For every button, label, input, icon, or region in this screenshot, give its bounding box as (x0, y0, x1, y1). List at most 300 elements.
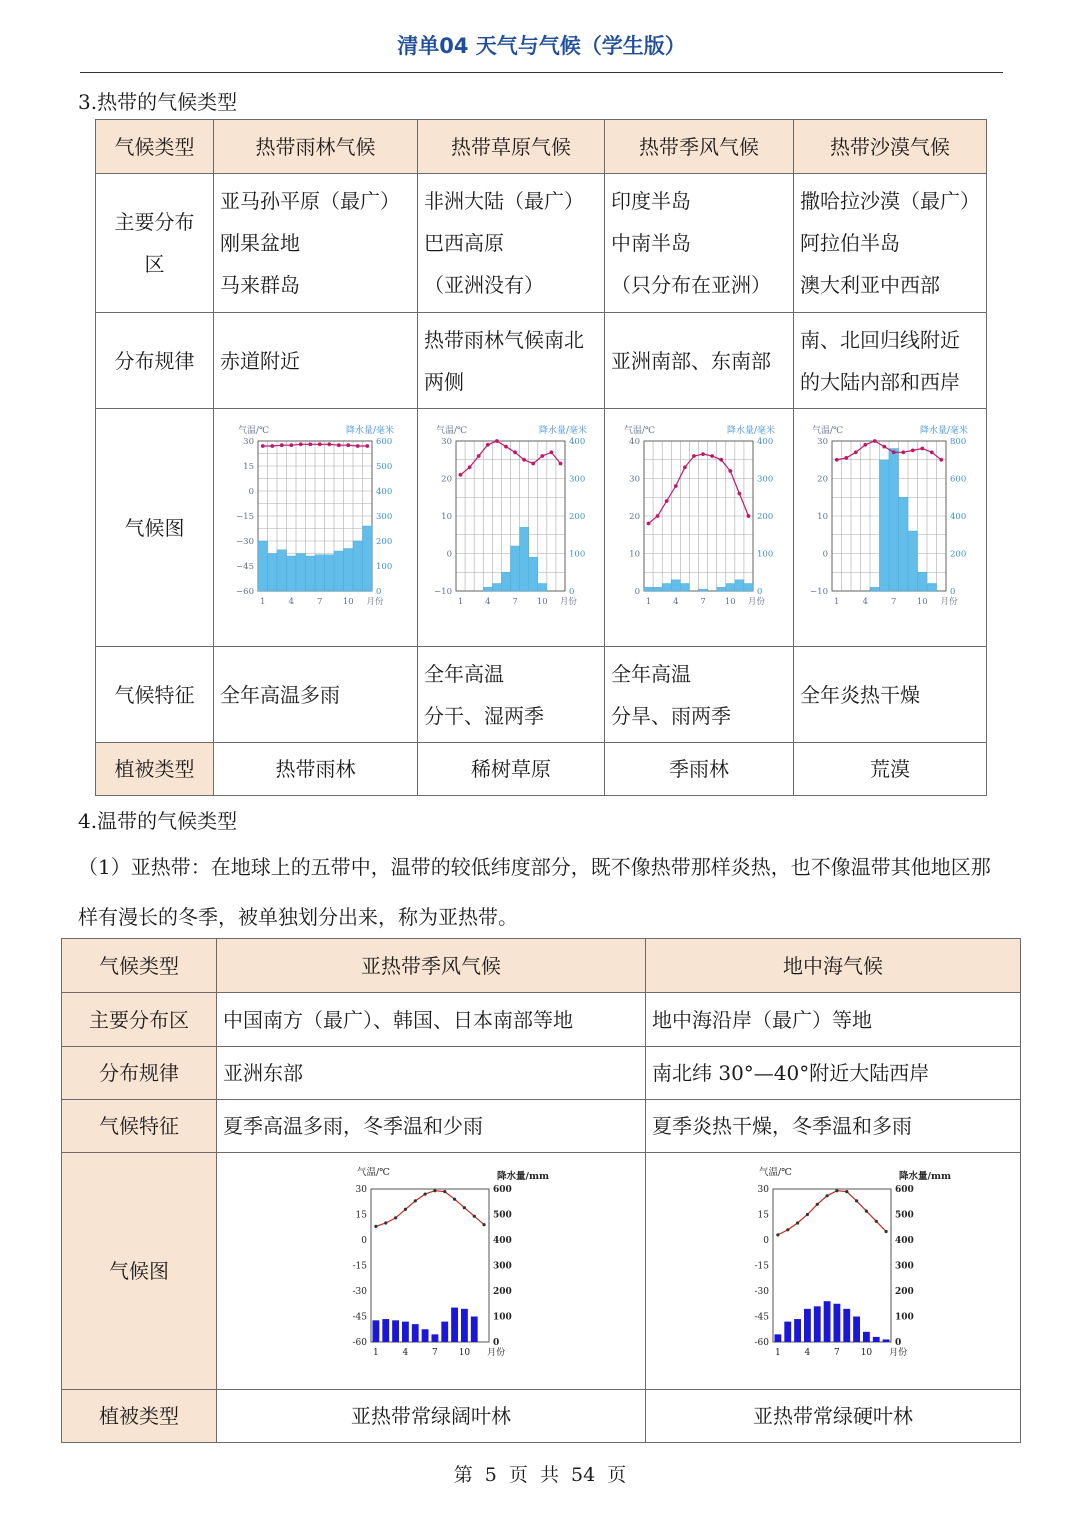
col-header-subtropical-monsoon: 亚热带季风气候 (217, 939, 646, 993)
precip-bar (382, 1319, 389, 1342)
cell-pattern-savanna: 热带雨林气候南北 两侧 (418, 313, 605, 409)
month-tick-label: 1 (645, 596, 651, 607)
precip-tick-label: 200 (895, 1286, 914, 1297)
precip-bar (644, 587, 653, 591)
temp-point (844, 456, 848, 460)
precip-bar (451, 1307, 458, 1341)
temp-tick-label: -15 (352, 1261, 367, 1271)
precip-tick-label: 400 (895, 1235, 914, 1246)
temp-point (355, 444, 359, 448)
temp-tick-label: -15 (754, 1261, 769, 1271)
temp-tick-label: 40 (628, 436, 640, 447)
temp-point (443, 1190, 446, 1193)
temp-point (458, 472, 462, 476)
month-tick-label: 10 (860, 1347, 873, 1358)
cell-feature-savanna: 全年高温 分干、湿两季 (418, 647, 605, 743)
month-tick-label: 7 (511, 596, 518, 607)
temp-point (453, 1197, 456, 1200)
row-label-vegetation: 植被类型 (96, 743, 214, 796)
precip-bar (501, 572, 510, 591)
section-3-title: 3.热带的气候类型 (78, 90, 238, 114)
precip-bar (918, 572, 928, 591)
temp-tick-label: -30 (352, 1286, 367, 1297)
precip-tick-label: 300 (895, 1261, 914, 1271)
precip-bar (471, 1316, 478, 1342)
temp-tick-label: 30 (242, 436, 254, 447)
precip-tick-label: 600 (895, 1184, 914, 1195)
precip-bar (794, 1319, 801, 1342)
precip-bar (883, 1339, 890, 1342)
temp-line (376, 1190, 484, 1226)
month-axis-label: 月份 (366, 596, 384, 607)
temp-tick-label: 30 (628, 474, 640, 484)
col-header-rainforest: 热带雨林气候 (214, 120, 418, 174)
temp-point (513, 450, 517, 454)
cell-chart-savanna (418, 409, 605, 647)
temp-tick-label: 15 (242, 461, 254, 472)
month-tick-label: 1 (259, 596, 265, 607)
temp-tick-label: 15 (355, 1210, 367, 1220)
temp-axis-label: 气温/℃ (759, 1166, 792, 1178)
precip-bar (843, 1308, 850, 1341)
subtropical-definition: （1）亚热带：在地球上的五带中，温带的较低纬度部分，既不像热带那样炎热，也不像温带其他地区那样有漫长的冬季，被单独划分出来，称为亚热带。 (78, 855, 991, 929)
month-tick-label: 4 (862, 596, 868, 607)
precip-tick-label: 300 (375, 511, 392, 522)
sub-distribution-row (62, 993, 1021, 1047)
temp-point (865, 1209, 868, 1212)
temp-point (776, 1233, 779, 1236)
temp-point (384, 1221, 387, 1224)
month-tick-label: 10 (724, 596, 736, 607)
cell-distribution-monsoon: 印度半岛 中南半岛 （只分布在亚洲） (605, 174, 794, 313)
precip-bar (863, 1331, 870, 1341)
row-label-feature: 气候特征 (96, 647, 214, 743)
precip-bar (402, 1321, 409, 1341)
cell-chart-mediterranean (646, 1153, 1021, 1390)
tropical-climate-table (95, 119, 987, 796)
precip-tick-label: 0 (950, 586, 956, 597)
col-header-climate-type: 气候类型 (96, 120, 214, 174)
month-tick-label: 1 (457, 596, 463, 607)
temp-tick-label: 20 (628, 511, 640, 522)
cell-chart-desert (794, 409, 987, 647)
precip-bar (362, 526, 372, 591)
month-axis-label: 月份 (559, 596, 577, 607)
cell-sub-vegetation-monsoon: 亚热带常绿阔叶林 (217, 1390, 646, 1443)
precip-bar (412, 1324, 419, 1342)
temp-point (298, 442, 302, 446)
temp-point (549, 450, 553, 454)
temp-tick-label: -30 (754, 1286, 769, 1297)
month-tick-label: 4 (672, 596, 679, 607)
precip-bar (324, 554, 334, 590)
temp-point (939, 457, 943, 461)
precip-tick-label: 600 (375, 436, 392, 447)
cell-sub-pattern-mediterranean: 南北纬 30°—40°附近大陆西岸 (646, 1047, 1021, 1100)
precip-bar (873, 1336, 880, 1341)
precip-tick-label: 600 (493, 1184, 512, 1195)
precip-bar (698, 589, 707, 591)
precip-bar (258, 541, 268, 591)
temp-point (270, 444, 274, 448)
temp-point (901, 450, 905, 454)
cell-distribution-rainforest: 亚马孙平原（最广） 刚果盆地 马来群岛 (214, 174, 418, 313)
temp-point (835, 457, 839, 461)
temp-axis-label: 气温/℃ (812, 425, 844, 436)
cell-distribution-savanna: 非洲大陆（最广） 巴西高原 （亚洲没有） (418, 174, 605, 313)
precip-bar (510, 546, 519, 591)
temp-point (930, 450, 934, 454)
temp-point (495, 439, 499, 443)
cell-sub-feature-monsoon: 夏季高温多雨，冬季温和少雨 (217, 1100, 646, 1153)
precip-bar (315, 554, 325, 590)
climate-chart-mediterranean (723, 1157, 952, 1372)
temp-tick-label: −30 (235, 536, 254, 547)
temp-point (701, 452, 705, 456)
temp-point (673, 484, 677, 488)
temp-point (260, 444, 264, 448)
row-label-sub-feature: 气候特征 (62, 1100, 217, 1153)
precip-tick-label: 400 (568, 436, 585, 447)
temp-point (504, 444, 508, 448)
month-tick-label: 7 (834, 1347, 840, 1358)
temp-tick-label: -60 (754, 1337, 769, 1348)
precip-bar (343, 548, 353, 591)
precip-bar (519, 527, 528, 591)
temp-point (746, 514, 750, 518)
temp-axis-label: 气温/℃ (435, 425, 467, 436)
temp-tick-label: 20 (817, 474, 828, 484)
cell-distribution-desert: 撒哈拉沙漠（最广） 阿拉伯半岛 澳大利亚中西部 (794, 174, 987, 313)
temp-point (279, 443, 283, 447)
month-tick-label: 1 (373, 1347, 379, 1358)
row-label-sub-vegetation: 植被类型 (62, 1390, 217, 1443)
precip-tick-label: 200 (756, 511, 773, 522)
month-tick-label: 10 (342, 596, 354, 607)
temp-axis-label: 气温/℃ (237, 425, 269, 436)
temp-tick-label: 0 (446, 549, 452, 559)
precip-axis-label: 降水量/毫米 (726, 425, 775, 436)
col-header-mediterranean: 地中海气候 (646, 939, 1021, 993)
feature-row (96, 647, 987, 743)
month-axis-label: 月份 (889, 1347, 908, 1358)
col-header-climate-type-2: 气候类型 (62, 939, 217, 993)
precip-bar (373, 1320, 380, 1342)
temp-point (873, 439, 877, 443)
precip-tick-label: 500 (895, 1210, 914, 1220)
precip-tick-label: 400 (950, 511, 967, 522)
climate-chart-monsoon (612, 421, 787, 621)
cell-chart-rainforest (214, 409, 418, 647)
precip-axis-label: 降水量/mm (497, 1170, 550, 1182)
precip-tick-label: 100 (493, 1312, 512, 1322)
temp-point (473, 1214, 476, 1217)
climate-chart-desert (800, 421, 980, 621)
precip-tick-label: 500 (493, 1210, 512, 1220)
temp-point (540, 454, 544, 458)
sub-feature-row (62, 1100, 1021, 1153)
page-footer: 第 5 页 共 54 页 (453, 1464, 627, 1486)
month-tick-label: 10 (916, 596, 928, 607)
precip-tick-label: 300 (568, 474, 585, 484)
temp-point (463, 1206, 466, 1209)
distribution-row (96, 174, 987, 313)
temp-point (737, 491, 741, 495)
temp-point (786, 1228, 789, 1231)
temp-tick-label: −45 (235, 561, 254, 572)
temp-point (646, 521, 650, 525)
month-tick-label: 1 (834, 596, 840, 607)
precip-tick-label: 100 (756, 549, 773, 559)
precip-tick-label: 300 (756, 474, 773, 484)
temp-tick-label: 0 (634, 586, 640, 597)
temp-point (882, 444, 886, 448)
temp-point (692, 454, 696, 458)
precip-axis-label: 降水量/毫米 (919, 425, 968, 436)
temp-axis-label: 气温/℃ (623, 425, 655, 436)
temp-point (806, 1212, 809, 1215)
month-tick-label: 7 (699, 596, 706, 607)
cell-vegetation-monsoon: 季雨林 (605, 743, 794, 796)
temp-point (845, 1190, 848, 1193)
temp-tick-label: 10 (628, 549, 640, 559)
precip-tick-label: 0 (895, 1337, 902, 1348)
precip-bar (392, 1320, 399, 1342)
precip-tick-label: 800 (950, 436, 967, 447)
month-tick-label: 4 (484, 596, 491, 607)
precip-tick-label: 0 (568, 586, 574, 597)
precip-bar (824, 1301, 831, 1342)
temp-tick-label: 0 (248, 486, 254, 497)
month-tick-label: 7 (316, 596, 322, 607)
precip-tick-label: 200 (568, 511, 585, 522)
temp-point (875, 1219, 878, 1222)
sub-pattern-row (62, 1047, 1021, 1100)
temp-point (835, 1189, 838, 1192)
temp-tick-label: −10 (433, 586, 452, 597)
col-header-savanna: 热带草原气候 (418, 120, 605, 174)
precip-bar (804, 1308, 811, 1341)
subtropical-climate-table (61, 938, 1021, 1443)
temp-point (885, 1229, 888, 1232)
temp-point (863, 442, 867, 446)
climate-chart-savanna (424, 421, 599, 621)
temp-tick-label: −10 (810, 586, 828, 597)
vegetation-row (96, 743, 987, 796)
temp-axis-label: 气温/℃ (357, 1166, 390, 1178)
month-axis-label: 月份 (747, 596, 765, 607)
temp-point (816, 1202, 819, 1205)
precip-tick-label: 100 (568, 549, 585, 559)
precip-bar (889, 448, 899, 591)
temp-point (531, 461, 535, 465)
precip-bar (441, 1321, 448, 1341)
precip-bar (899, 497, 909, 591)
month-axis-label: 月份 (940, 596, 958, 607)
temp-tick-label: 10 (440, 511, 452, 522)
temp-point (308, 442, 312, 446)
precip-tick-label: 500 (375, 461, 392, 472)
temp-point (826, 1194, 829, 1197)
chart-frame (773, 1189, 891, 1342)
climate-chart-subtropical-monsoon (321, 1157, 550, 1372)
precip-bar (296, 553, 306, 591)
temp-point (920, 446, 924, 450)
precip-bar (286, 556, 296, 591)
cell-chart-subtropical-monsoon (217, 1153, 646, 1390)
temp-point (892, 450, 896, 454)
temp-point (433, 1189, 436, 1192)
pattern-row (96, 313, 987, 409)
row-label-sub-chart: 气候图 (62, 1153, 217, 1390)
temp-point (476, 454, 480, 458)
precip-bar (305, 556, 315, 591)
cell-feature-rainforest: 全年高温多雨 (214, 647, 418, 743)
precip-bar (492, 583, 501, 591)
month-tick-label: 7 (432, 1347, 438, 1358)
temp-point (728, 469, 732, 473)
precip-tick-label: 200 (375, 536, 392, 547)
sub-vegetation-row (62, 1390, 1021, 1443)
month-tick-label: 4 (804, 1347, 811, 1358)
tropical-header-row (96, 120, 987, 174)
precip-bar (814, 1306, 821, 1342)
month-tick-label: 4 (402, 1347, 409, 1358)
temp-point (655, 514, 659, 518)
temp-point (664, 499, 668, 503)
precip-bar (483, 587, 492, 591)
cell-chart-monsoon (605, 409, 794, 647)
temp-point (796, 1221, 799, 1224)
precip-axis-label: 降水量/毫米 (345, 425, 394, 436)
temp-tick-label: 0 (763, 1235, 769, 1246)
precip-bar (908, 531, 918, 591)
precip-tick-label: 0 (375, 586, 381, 597)
temp-tick-label: 0 (361, 1235, 367, 1246)
temp-point (424, 1192, 427, 1195)
cell-vegetation-rainforest: 热带雨林 (214, 743, 418, 796)
row-label-distribution: 主要分布区 (96, 174, 214, 313)
cell-pattern-desert: 南、北回归线附近 的大陆内部和西岸 (794, 313, 987, 409)
month-tick-label: 1 (775, 1347, 781, 1358)
precip-tick-label: 0 (756, 586, 762, 597)
precip-bar (461, 1308, 468, 1341)
temp-tick-label: 30 (440, 436, 452, 447)
temp-point (365, 444, 369, 448)
section-4-title: 4.温带的气候类型 (78, 809, 238, 833)
precip-bar (671, 579, 680, 590)
temp-point (394, 1216, 397, 1219)
precip-axis-label: 降水量/毫米 (538, 425, 587, 436)
precip-bar (432, 1334, 439, 1342)
precip-bar (853, 1316, 860, 1342)
sub-chart-row (62, 1153, 1021, 1390)
cell-feature-desert: 全年炎热干燥 (794, 647, 987, 743)
cell-sub-distribution-mediterranean: 地中海沿岸（最广）等地 (646, 993, 1021, 1047)
temp-point (558, 461, 562, 465)
precip-tick-label: 0 (493, 1337, 500, 1348)
header-divider (80, 72, 1003, 73)
precip-tick-label: 400 (756, 436, 773, 447)
temp-point (522, 457, 526, 461)
temp-point (346, 443, 350, 447)
temp-point (467, 465, 471, 469)
temp-point (854, 450, 858, 454)
cell-sub-vegetation-mediterranean: 亚热带常绿硬叶林 (646, 1390, 1021, 1443)
precip-tick-label: 100 (375, 561, 392, 572)
precip-tick-label: 300 (493, 1261, 512, 1271)
month-tick-label: 10 (536, 596, 548, 607)
col-header-desert: 热带沙漠气候 (794, 120, 987, 174)
temp-point (485, 442, 489, 446)
cell-sub-pattern-monsoon: 亚洲东部 (217, 1047, 646, 1100)
precip-axis-label: 降水量/mm (899, 1170, 952, 1182)
precip-bar (528, 557, 537, 591)
precip-bar (662, 583, 671, 591)
precip-bar (834, 1303, 841, 1341)
climate-chart-rainforest (226, 421, 406, 621)
cell-vegetation-desert: 荒漠 (794, 743, 987, 796)
temp-point (710, 454, 714, 458)
precip-tick-label: 200 (493, 1286, 512, 1297)
precip-bar (277, 549, 287, 590)
temp-point (483, 1223, 486, 1226)
temp-tick-label: 15 (757, 1210, 769, 1220)
month-tick-label: 10 (458, 1347, 471, 1358)
temp-point (855, 1199, 858, 1202)
precip-bar (880, 459, 890, 590)
temp-tick-label: 30 (817, 436, 828, 447)
precip-tick-label: 400 (493, 1235, 512, 1246)
temp-point (719, 457, 723, 461)
precip-tick-label: 200 (950, 549, 967, 559)
precip-tick-label: 400 (375, 486, 392, 497)
temp-point (414, 1199, 417, 1202)
temp-point (317, 442, 321, 446)
month-tick-label: 7 (891, 596, 897, 607)
temp-tick-label: -45 (754, 1312, 769, 1322)
cell-vegetation-savanna: 稀树草原 (418, 743, 605, 796)
temp-line (778, 1190, 886, 1234)
temp-tick-label: −15 (235, 511, 254, 522)
cell-pattern-rainforest: 赤道附近 (214, 313, 418, 409)
precip-bar (743, 583, 752, 591)
subtropical-header-row (62, 939, 1021, 993)
cell-sub-distribution-monsoon: 中国南方（最广）、韩国、日本南部等地 (217, 993, 646, 1047)
precip-bar (775, 1334, 782, 1342)
precip-bar (353, 541, 363, 591)
month-axis-label: 月份 (487, 1347, 506, 1358)
temp-tick-label: −60 (235, 586, 254, 597)
month-tick-label: 4 (288, 596, 294, 607)
temp-tick-label: -45 (352, 1312, 367, 1322)
precip-tick-label: 100 (895, 1312, 914, 1322)
temp-tick-label: 0 (822, 549, 828, 559)
row-label-pattern: 分布规律 (96, 313, 214, 409)
precip-bar (334, 551, 344, 591)
cell-pattern-monsoon: 亚洲南部、东南部 (605, 313, 794, 409)
col-header-monsoon: 热带季风气候 (605, 120, 794, 174)
precip-bar (734, 579, 743, 590)
precip-bar (537, 583, 546, 591)
row-label-chart: 气候图 (96, 409, 214, 647)
temp-point (336, 443, 340, 447)
row-label-sub-pattern: 分布规律 (62, 1047, 217, 1100)
temp-point (327, 442, 331, 446)
temp-point (911, 448, 915, 452)
temp-tick-label: 20 (440, 474, 452, 484)
precip-bar (784, 1321, 791, 1341)
